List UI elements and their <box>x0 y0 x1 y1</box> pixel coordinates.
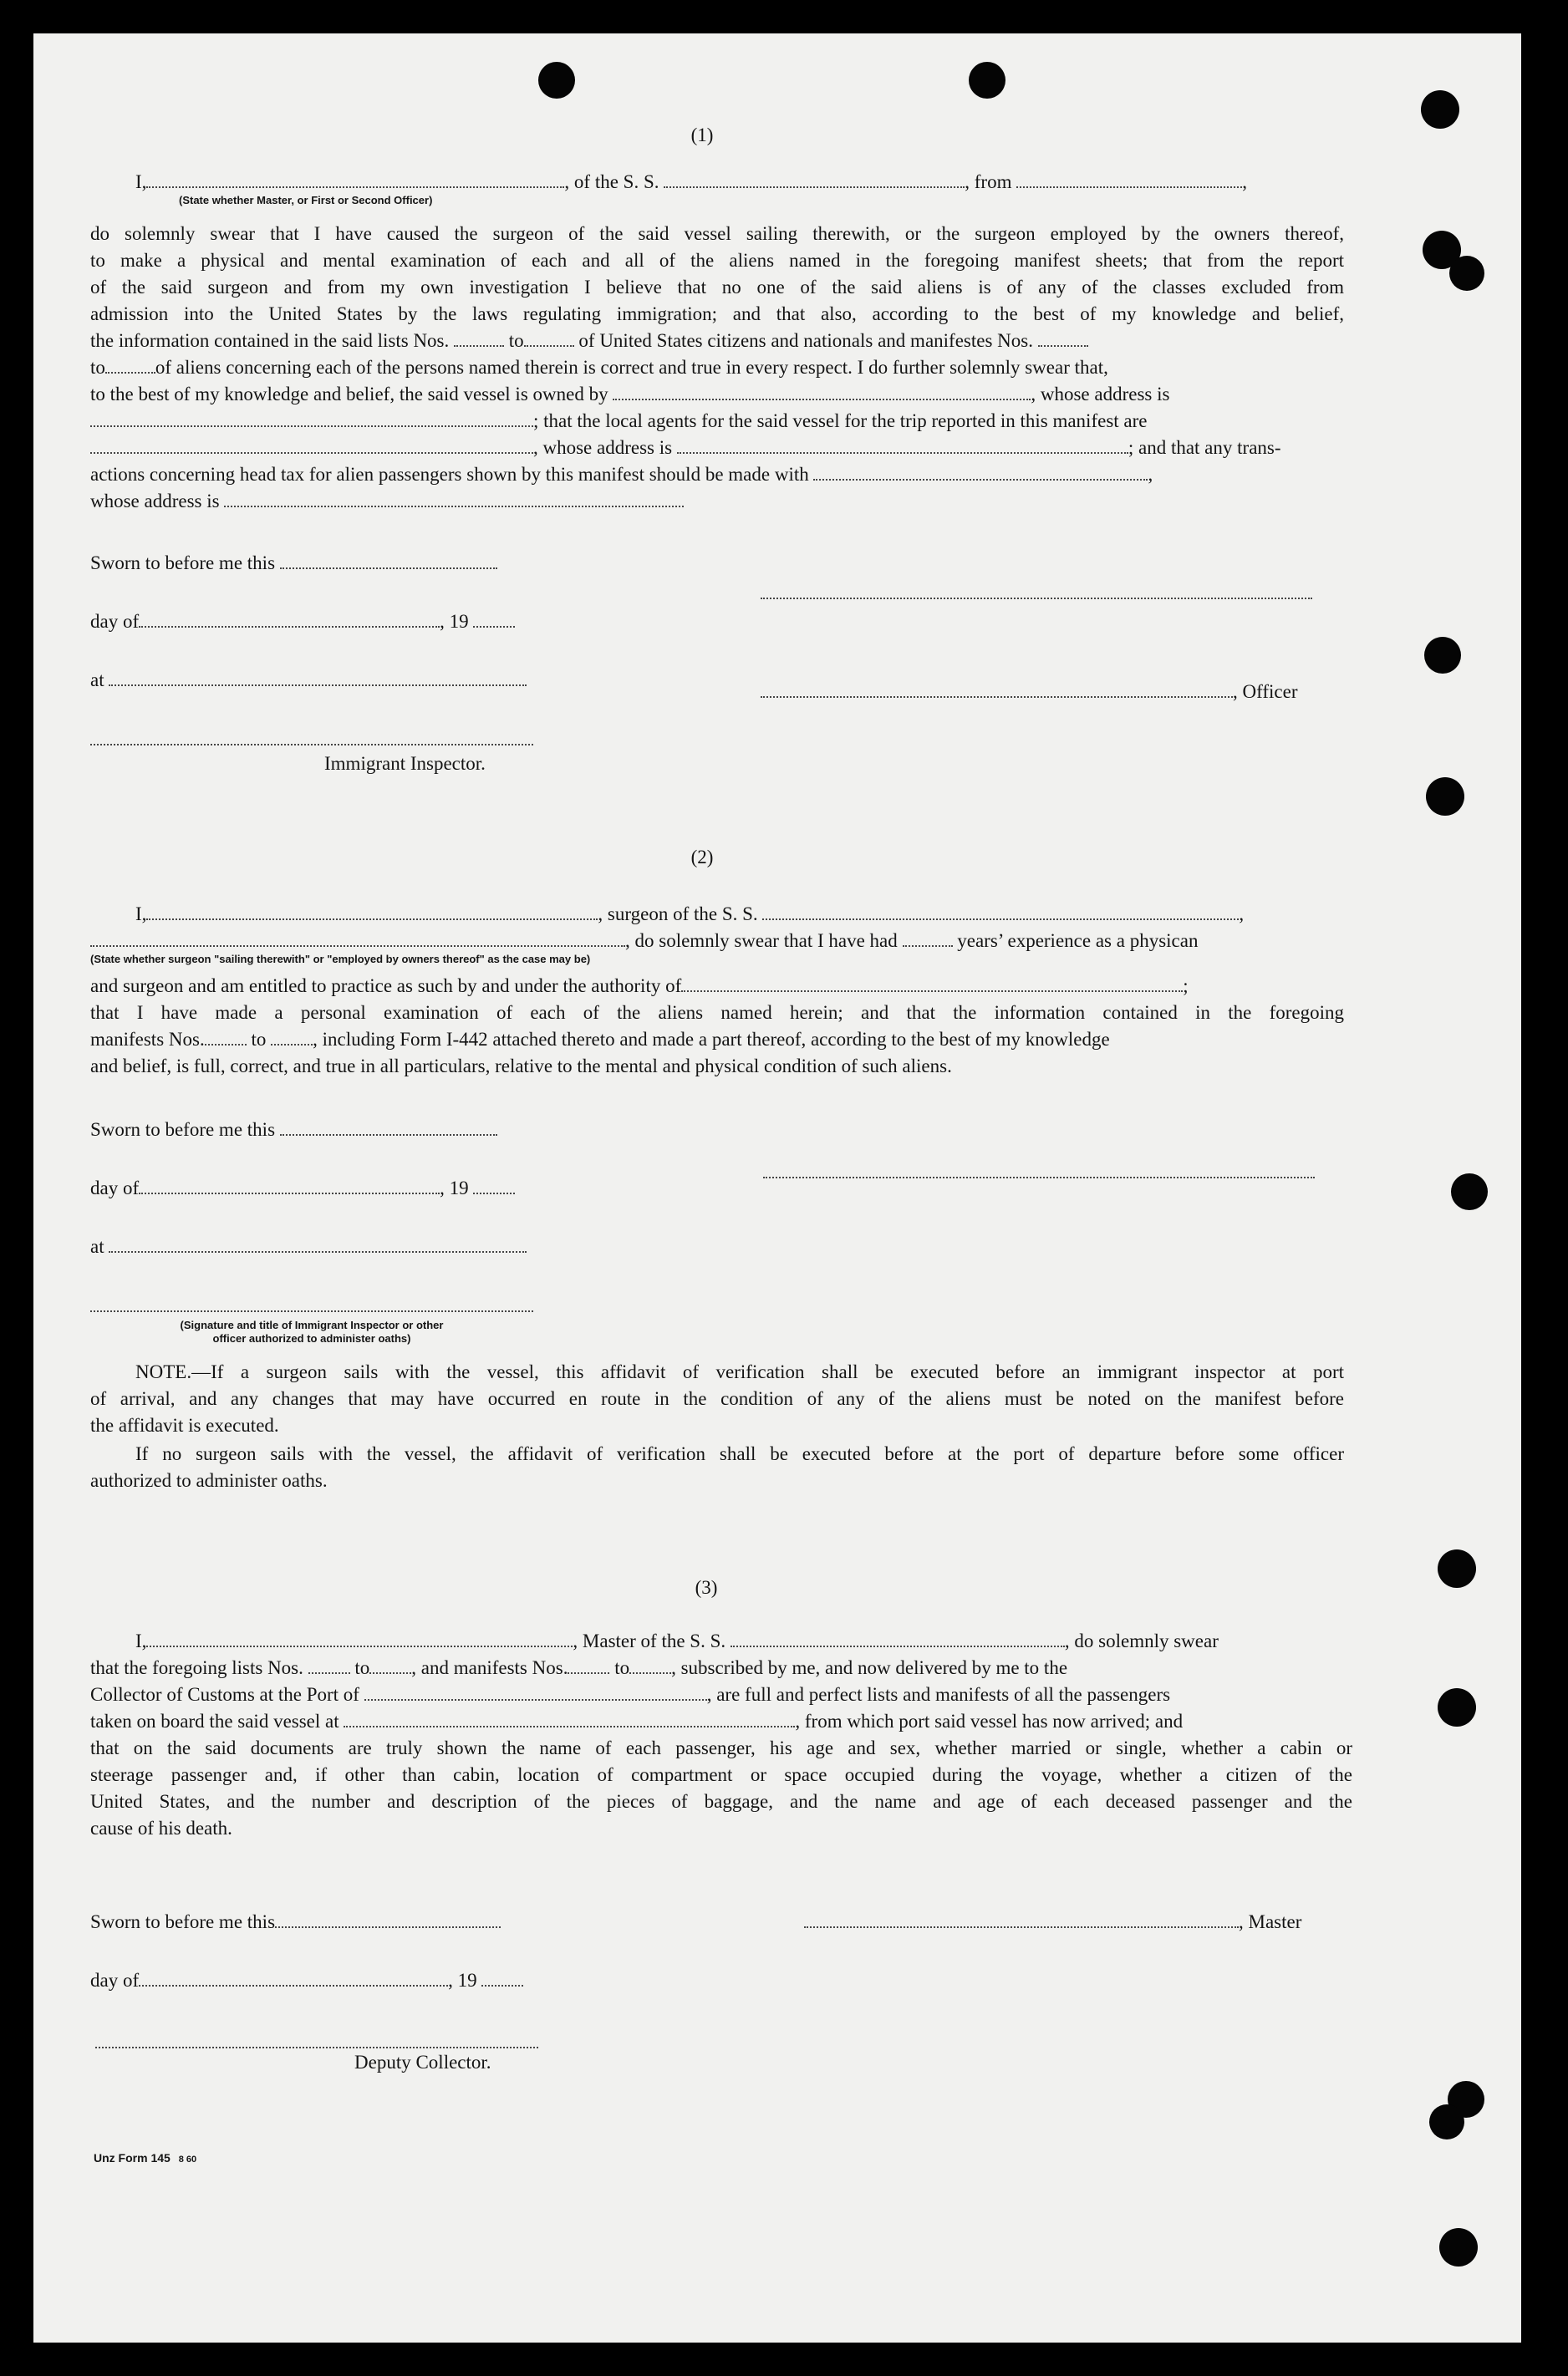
punch-hole <box>969 62 1005 99</box>
s1-at: at <box>90 667 527 694</box>
s3-para: cause of his death. <box>90 1818 232 1839</box>
s3-para: steerage passenger and, if other than cabin, location of compartment or space occupied during the voyage, whether a citizen of the <box>90 1764 1352 1785</box>
s2-line-exam: that I have made a personal examination of each of the aliens named herein; and that the information contained in the foregoing <box>90 1002 1344 1023</box>
s2-line-authority: and surgeon and am entitled to practice as such by and under the authority of ; <box>90 975 1189 996</box>
punch-hole <box>1426 777 1464 816</box>
s3-deputy-label: Deputy Collector. <box>354 2052 491 2073</box>
punch-hole <box>1451 1173 1488 1210</box>
s2-note-2: If no surgeon sails with the vessel, the affidavit of verification shall be executed before at the port of departure before some officer <box>135 1443 1344 1464</box>
s1-officer-note: (State whether Master, or First or Second Officer) <box>179 194 433 206</box>
form-sheet <box>33 33 1521 2343</box>
punch-hole <box>1421 90 1459 129</box>
s1-para: to make a physical and mental examination of each and all of the aliens named in the foregoing manifest sheets; that from the report <box>90 250 1344 271</box>
s1-inspector-label: Immigrant Inspector. <box>324 753 486 774</box>
s1-officer-line: , Officer <box>761 679 1297 705</box>
s3-line-master: I, , Master of the S. S. , do solemnly swear <box>135 1631 1219 1651</box>
s1-signature-line <box>761 598 1312 599</box>
s2-signature-note: (Signature and title of Immigrant Inspector or other officer authorized to administer oaths) <box>180 1319 444 1345</box>
s2-signature-line <box>763 1177 1315 1178</box>
s3-day-of: day of , 19 <box>90 1967 523 1994</box>
s2-note: the affidavit is executed. <box>90 1415 279 1436</box>
punch-hole <box>1438 1688 1476 1727</box>
s2-note: of arrival, and any changes that may have occurred en route in the condition of any of the aliens must be noted on the manifest before <box>90 1388 1344 1409</box>
s2-note-2: authorized to administer oaths. <box>90 1470 328 1491</box>
s3-line-collector: Collector of Customs at the Port of , are full and perfect lists and manifests of all the passengers <box>90 1684 1171 1705</box>
s3-collector-line <box>95 2047 538 2048</box>
section-3-number: (3) <box>695 1577 718 1598</box>
s2-day-of: day of , 19 <box>90 1175 515 1202</box>
s3-master-line: , Master <box>804 1909 1301 1936</box>
s1-line-owned: to the best of my knowledge and belief, the said vessel is owned by , whose address is <box>90 384 1170 404</box>
s1-para: admission into the United States by the laws regulating immigration; and that also, according to the best of my knowledge and belief, <box>90 303 1344 324</box>
s1-line-officer: I, , of the S. S. , from , <box>135 171 1247 192</box>
s1-line-address: , whose address is ; and that any trans- <box>90 435 1281 461</box>
s2-surgeon-note: (State whether surgeon "sailing therewith" or "employed by owners thereof" as the case may be) <box>90 953 591 965</box>
s2-inspector-line <box>90 1310 533 1312</box>
punch-hole <box>1429 2104 1464 2139</box>
s1-line-whose: whose address is <box>90 488 684 515</box>
s1-sworn: Sworn to before me this <box>90 550 497 577</box>
punch-hole <box>1449 256 1484 291</box>
punch-hole <box>1424 637 1461 674</box>
s2-line-belief: and belief, is full, correct, and true in all particulars, relative to the mental and physical condition of such aliens. <box>90 1056 952 1076</box>
s3-line-lists: that the foregoing lists Nos. to , and manifests Nos. to , subscribed by me, and now delivered by me to the <box>90 1657 1068 1678</box>
s1-day-of: day of , 19 <box>90 608 515 635</box>
punch-hole <box>1439 2228 1478 2267</box>
s1-para: of the said surgeon and from my own investigation I believe that no one of the said aliens is of any of the classes excluded from <box>90 277 1344 298</box>
s1-line-tax: actions concerning head tax for alien passengers shown by this manifest should be made with , <box>90 464 1153 485</box>
s3-para: United States, and the number and description of the pieces of baggage, and the name and age of each deceased passenger and the <box>90 1791 1352 1812</box>
s2-line-surgeon: I, , surgeon of the S. S. , <box>135 903 1245 924</box>
section-2-number: (2) <box>690 847 714 867</box>
s1-inspector-line <box>90 744 533 745</box>
s3-para: that on the said documents are truly shown the name of each passenger, his age and sex, whether married or single, whether a cabin or <box>90 1737 1352 1758</box>
s2-line-manifests: manifests Nos. to , including Form I-442 attached thereto and made a part thereof, according to the best of my knowledge <box>90 1029 1110 1050</box>
s3-line-board: taken on board the said vessel at , from which port said vessel has now arrived; and <box>90 1711 1184 1732</box>
section-1-number: (1) <box>690 125 714 145</box>
punch-hole <box>538 62 575 99</box>
punch-hole <box>1438 1549 1476 1588</box>
form-number: Unz Form 145 8 60 <box>94 2151 197 2165</box>
s2-note: NOTE.—If a surgeon sails with the vessel, this affidavit of verification shall be executed before an immigrant inspector at port <box>135 1361 1344 1382</box>
s1-line-info: the information contained in the said lists Nos. to of United States citizens and nationals and manifestes Nos. <box>90 328 1088 354</box>
s2-line-swear: , do solemnly swear that I have had years’ experience as a physican <box>90 928 1198 954</box>
s2-sworn: Sworn to before me this <box>90 1117 497 1143</box>
s3-sworn: Sworn to before me this <box>90 1909 501 1936</box>
s1-line-to: to of aliens concerning each of the persons named therein is correct and true in every respect. I do further solemnly swear that, <box>90 357 1108 378</box>
s1-para: do solemnly swear that I have caused the surgeon of the said vessel sailing therewith, or the surgeon employed by the owners thereof, <box>90 223 1344 244</box>
s1-line-agents: ; that the local agents for the said vessel for the trip reported in this manifest are <box>90 408 1147 435</box>
s2-at: at <box>90 1234 527 1260</box>
